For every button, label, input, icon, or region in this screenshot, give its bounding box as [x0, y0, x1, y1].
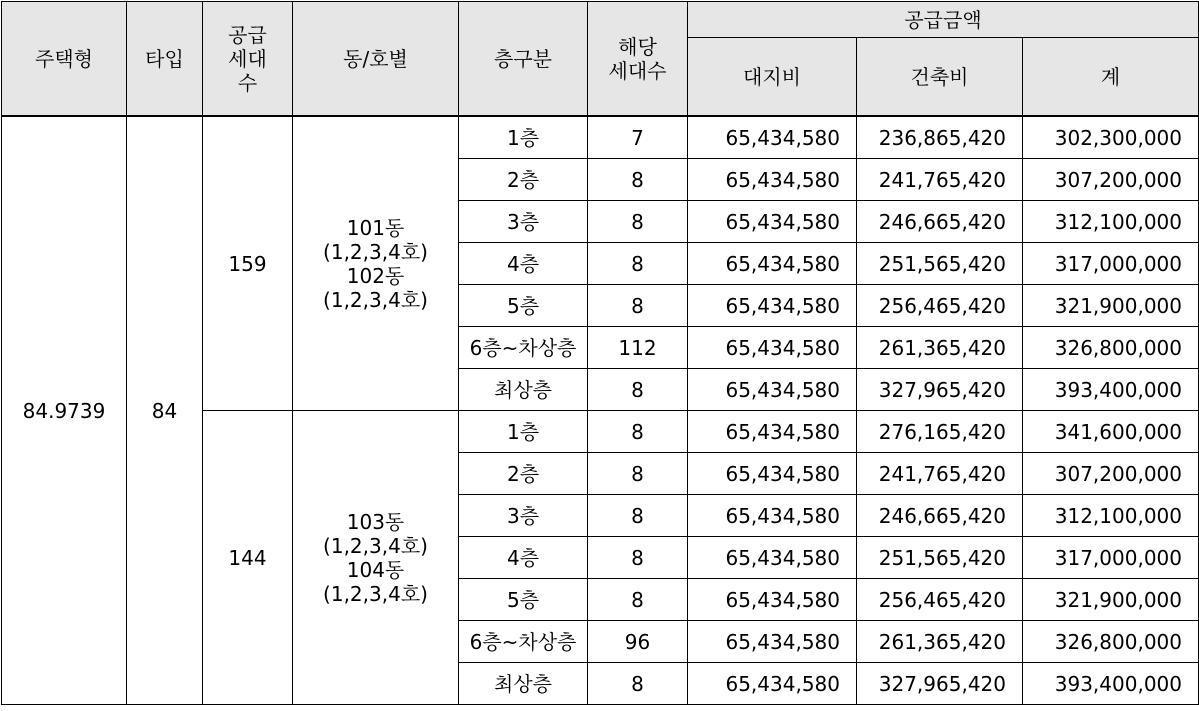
header-applicable-units-line1: 해당 [618, 34, 657, 59]
floor-cell: 2층 [459, 159, 588, 201]
group-2-dong-b: 104동 [346, 557, 405, 582]
total-cell: 326,800,000 [1023, 621, 1199, 663]
total-cell: 317,000,000 [1023, 537, 1199, 579]
group-2-dong-ho [293, 411, 459, 705]
table-row [2, 116, 1199, 159]
type-value: 84 [127, 116, 203, 705]
land-cost-cell: 65,434,580 [688, 243, 857, 285]
building-cost-cell: 251,565,420 [857, 537, 1023, 579]
units-cell: 8 [588, 453, 688, 495]
land-cost-cell: 65,434,580 [688, 579, 857, 621]
land-cost-cell: 65,434,580 [688, 453, 857, 495]
units-cell: 8 [588, 495, 688, 537]
group-1-ho-b: (1,2,3,4호) [323, 287, 428, 312]
total-cell: 321,900,000 [1023, 285, 1199, 327]
floor-cell: 6층~차상층 [459, 327, 588, 369]
total-cell: 302,300,000 [1023, 116, 1199, 159]
building-cost-cell: 241,765,420 [857, 453, 1023, 495]
header-land-cost: 대지비 [688, 38, 857, 117]
total-cell: 326,800,000 [1023, 327, 1199, 369]
floor-cell: 최상층 [459, 663, 588, 705]
total-cell: 393,400,000 [1023, 663, 1199, 705]
group-1-supply-units: 159 [203, 116, 293, 411]
header-total: 계 [1023, 38, 1199, 117]
group-2-dong-a: 103동 [346, 509, 405, 534]
floor-cell: 4층 [459, 243, 588, 285]
building-cost-cell: 256,465,420 [857, 579, 1023, 621]
building-cost-cell: 241,765,420 [857, 159, 1023, 201]
total-cell: 312,100,000 [1023, 201, 1199, 243]
supply-price-table [1, 1, 1199, 705]
building-cost-cell: 261,365,420 [857, 621, 1023, 663]
total-cell: 312,100,000 [1023, 495, 1199, 537]
group-2-supply-units: 144 [203, 411, 293, 705]
header-floor-class: 층구분 [459, 2, 588, 117]
total-cell: 341,600,000 [1023, 411, 1199, 453]
header-applicable-units [588, 2, 688, 117]
header-dong-ho: 동/호별 [293, 2, 459, 117]
land-cost-cell: 65,434,580 [688, 369, 857, 411]
units-cell: 8 [588, 537, 688, 579]
building-cost-cell: 246,665,420 [857, 201, 1023, 243]
units-cell: 112 [588, 327, 688, 369]
units-cell: 8 [588, 663, 688, 705]
group-2-ho-b: (1,2,3,4호) [323, 581, 428, 606]
building-cost-cell: 327,965,420 [857, 663, 1023, 705]
total-cell: 307,200,000 [1023, 159, 1199, 201]
units-cell: 8 [588, 369, 688, 411]
building-cost-cell: 251,565,420 [857, 243, 1023, 285]
floor-cell: 최상층 [459, 369, 588, 411]
total-cell: 317,000,000 [1023, 243, 1199, 285]
land-cost-cell: 65,434,580 [688, 537, 857, 579]
floor-cell: 3층 [459, 495, 588, 537]
units-cell: 8 [588, 243, 688, 285]
header-supply-amount: 공급금액 [688, 2, 1199, 38]
building-cost-cell: 236,865,420 [857, 116, 1023, 159]
header-supply-units [203, 2, 293, 117]
header-housing-type: 주택형 [2, 2, 127, 117]
land-cost-cell: 65,434,580 [688, 663, 857, 705]
header-supply-units-line1: 공급 [228, 22, 267, 47]
building-cost-cell: 246,665,420 [857, 495, 1023, 537]
header-supply-units-line2: 세대 [228, 46, 267, 71]
land-cost-cell: 65,434,580 [688, 285, 857, 327]
floor-cell: 5층 [459, 579, 588, 621]
land-cost-cell: 65,434,580 [688, 621, 857, 663]
group-2-ho-a: (1,2,3,4호) [323, 533, 428, 558]
land-cost-cell: 65,434,580 [688, 116, 857, 159]
units-cell: 8 [588, 285, 688, 327]
group-1-dong-b: 102동 [346, 263, 405, 288]
group-1-dong-ho [293, 116, 459, 411]
units-cell: 7 [588, 116, 688, 159]
floor-cell: 6층~차상층 [459, 621, 588, 663]
building-cost-cell: 276,165,420 [857, 411, 1023, 453]
units-cell: 96 [588, 621, 688, 663]
housing-type-value: 84.9739 [2, 116, 127, 705]
floor-cell: 1층 [459, 411, 588, 453]
units-cell: 8 [588, 201, 688, 243]
units-cell: 8 [588, 579, 688, 621]
units-cell: 8 [588, 411, 688, 453]
header-supply-units-line3: 수 [237, 70, 258, 95]
total-cell: 393,400,000 [1023, 369, 1199, 411]
floor-cell: 3층 [459, 201, 588, 243]
land-cost-cell: 65,434,580 [688, 159, 857, 201]
land-cost-cell: 65,434,580 [688, 327, 857, 369]
land-cost-cell: 65,434,580 [688, 201, 857, 243]
header-type: 타입 [127, 2, 203, 117]
building-cost-cell: 261,365,420 [857, 327, 1023, 369]
group-1-ho-a: (1,2,3,4호) [323, 239, 428, 264]
header-applicable-units-line2: 세대수 [608, 58, 667, 83]
building-cost-cell: 256,465,420 [857, 285, 1023, 327]
total-cell: 307,200,000 [1023, 453, 1199, 495]
land-cost-cell: 65,434,580 [688, 495, 857, 537]
floor-cell: 2층 [459, 453, 588, 495]
units-cell: 8 [588, 159, 688, 201]
header-building-cost: 건축비 [857, 38, 1023, 117]
building-cost-cell: 327,965,420 [857, 369, 1023, 411]
group-1-dong-a: 101동 [346, 215, 405, 240]
floor-cell: 5층 [459, 285, 588, 327]
floor-cell: 4층 [459, 537, 588, 579]
land-cost-cell: 65,434,580 [688, 411, 857, 453]
total-cell: 321,900,000 [1023, 579, 1199, 621]
floor-cell: 1층 [459, 116, 588, 159]
